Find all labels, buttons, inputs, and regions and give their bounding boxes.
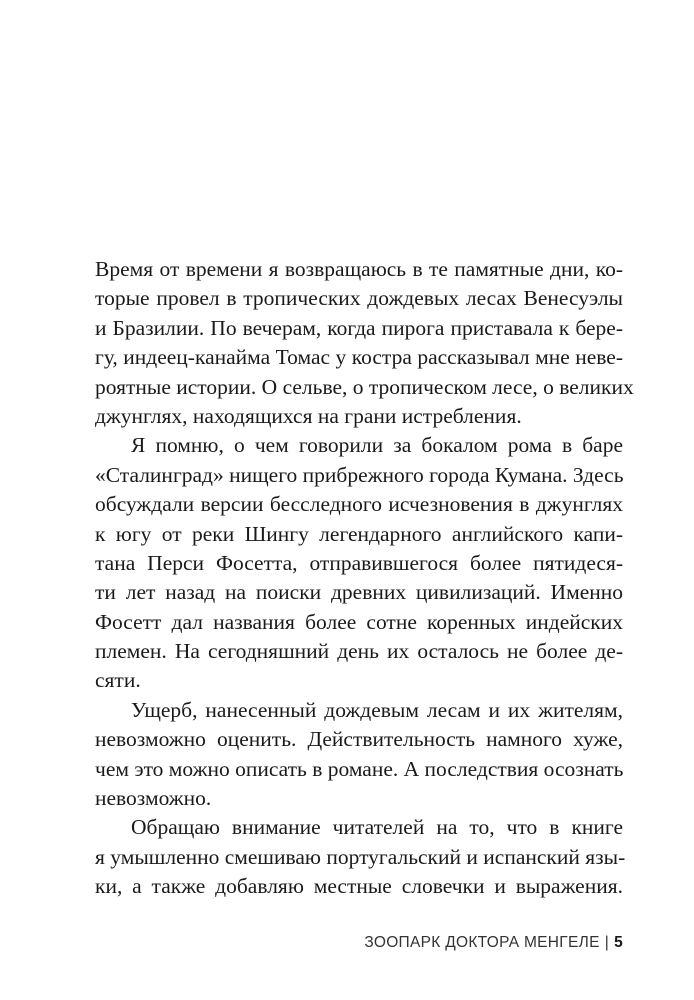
text-line: ти лет назад на поиски древних цивилизаций. Именно	[95, 580, 623, 605]
text-line: роятные истории. О сельве, о тропическом лесе, о великих	[95, 374, 634, 399]
text-line: сяти.	[95, 668, 141, 693]
text-line: торые провел в тропических дождевых лесах Венесуэлы	[95, 286, 623, 311]
text-line: ки, а также добавляю местные словечки и выражения.	[95, 874, 623, 899]
text-line: Ущерб, нанесенный дождевым лесам и их жителям,	[131, 697, 623, 722]
text-line: невозможно.	[95, 786, 212, 811]
running-footer	[364, 934, 623, 952]
text-line: невозможно оценить. Действительность намного хуже,	[95, 727, 623, 752]
text-line: к югу от реки Шингу легендарного английского капи-	[95, 521, 623, 546]
text-line: Обращаю внимание читателей на то, что в книге	[131, 815, 623, 840]
text-line: Я помню, о чем говорили за бокалом рома в баре	[131, 433, 623, 458]
body-text	[95, 255, 634, 902]
page-number: 5	[614, 934, 623, 951]
text-line: чем это можно описать в романе. А последствия осознать	[95, 756, 624, 781]
text-line: обсуждали версии бесследного исчезновения в джунглях	[95, 492, 623, 517]
text-line: Фосетт дал названия более сотне коренных индейских	[95, 609, 623, 634]
text-line: тана Перси Фосетта, отправившегося более пятидеся-	[95, 550, 623, 575]
text-line: гу, индеец-канайма Томас у костра рассказывал мне неве-	[95, 345, 623, 370]
text-line: я умышленно смешиваю португальский и испанский язы-	[95, 844, 626, 869]
text-line: племен. На сегодняшний день их осталось не более де-	[95, 639, 623, 664]
text-line: и Бразилии. По вечерам, когда пирога приставала к бере-	[95, 315, 623, 340]
footer-separator: |	[604, 934, 610, 951]
text-line: Время от времени я возвращаюсь в те памятные дни, ко-	[95, 257, 623, 281]
text-line: «Сталинград» нищего прибрежного города Кумана. Здесь	[95, 462, 624, 487]
book-title: ЗООПАРК ДОКТОРА МЕНГЕЛЕ	[364, 934, 600, 951]
text-line: джунглях, находящихся на грани истребления.	[95, 403, 522, 428]
